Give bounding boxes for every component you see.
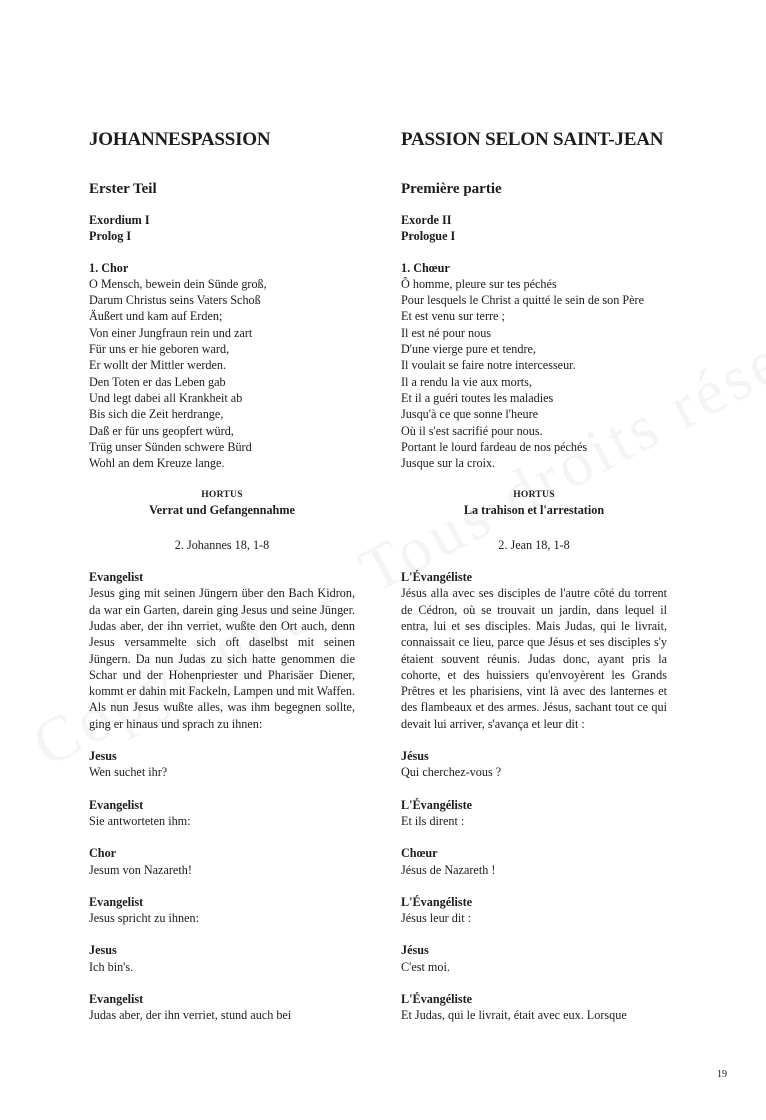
verse-line: Für uns er hie geboren ward, xyxy=(89,342,230,357)
speaker-name: Chœur xyxy=(401,846,438,861)
german-title: JOHANNESPASSION xyxy=(89,129,271,150)
verse-line: Il voulait se faire notre intercesseur. xyxy=(401,358,576,373)
german-section-1: Exordium I xyxy=(89,213,150,227)
french-part-heading: Première partie xyxy=(401,181,502,197)
spoken-text: Et ils dirent : xyxy=(401,813,465,828)
french-dialogue-block xyxy=(401,845,667,878)
verse-line: Und legt dabei all Krankheit ab xyxy=(89,390,243,405)
german-part-heading: Erster Teil xyxy=(89,181,157,197)
spoken-text: Jésus de Nazareth ! xyxy=(401,862,496,877)
verse-line: Et il a guéri toutes les maladies xyxy=(401,390,554,405)
german-dialogue-block xyxy=(89,569,355,732)
speaker-name: L'Évangéliste xyxy=(401,570,473,585)
verse-line: Darum Christus seins Vaters Schoß xyxy=(89,293,261,308)
verse-line: Il a rendu la vie aux morts, xyxy=(401,374,532,389)
german-column xyxy=(89,128,355,1040)
speaker-name: Jesus xyxy=(89,749,117,764)
french-title: PASSION SELON SAINT-JEAN xyxy=(401,129,664,150)
german-section-heading xyxy=(89,212,355,245)
speaker-name: L'Évangéliste xyxy=(401,991,473,1006)
german-scene-title: Verrat und Gefangennahme xyxy=(149,503,295,518)
french-dialogue-block xyxy=(401,748,667,781)
french-dialogue-block xyxy=(401,942,667,975)
german-dialogue-block xyxy=(89,894,355,927)
german-chorale-heading: 1. Chor xyxy=(89,260,129,275)
spoken-text: Jésus leur dit : xyxy=(401,911,472,926)
french-scene-title: La trahison et l'arrestation xyxy=(463,503,605,518)
french-scripture-ref: 2. Jean 18, 1-8 xyxy=(498,537,570,552)
verse-line: Bis sich die Zeit herdrange, xyxy=(89,407,224,422)
french-dialogue-block xyxy=(401,569,667,732)
french-hortus-label: HORTUS xyxy=(513,490,555,501)
spoken-text: Jésus alla avec ses disciples de l'autre côté du torrent de Cédron, où se trouvait un jardin, dans lequel il entra, lui et ses disciples. Mais Judas, qui le livrait, connaissait ce lieu, parce que Jésus et ses disciples s'y étaient souvent réunis. Judas donc, ayant pris la cohorte, et des huissiers qu'envoyèrent les Grands Prêtres et les pharisiens, vint là avec des lanternes et des flambeaux et des armes. Jésus, sachant tout ce qui devait lui arriver, s'avança et leur dit : xyxy=(401,586,667,731)
verse-line: Ô homme, pleure sur tes péchés xyxy=(401,276,557,291)
french-dialogue-block xyxy=(401,894,667,927)
verse-line: Er wollt der Mittler werden. xyxy=(89,358,227,373)
verse-line: Den Toten er das Leben gab xyxy=(89,374,226,389)
verse-line: Trüg unser Sünden schwere Bürd xyxy=(89,439,252,454)
german-hortus-label: HORTUS xyxy=(201,490,243,501)
german-dialogue-block xyxy=(89,942,355,975)
verse-line: Il est né pour nous xyxy=(401,325,492,340)
german-chorale-lines xyxy=(89,276,355,472)
german-dialogue-block xyxy=(89,991,355,1024)
speaker-name: Jésus xyxy=(401,749,429,764)
german-section-2: Prolog I xyxy=(89,229,132,244)
verse-line: Et est venu sur terre ; xyxy=(401,309,505,324)
verse-line: Pour lesquels le Christ a quitté le sein de son Père xyxy=(401,293,645,308)
verse-line: D'une vierge pure et tendre, xyxy=(401,342,536,357)
german-dialogue-block xyxy=(89,845,355,878)
spoken-text: Et Judas, qui le livrait, était avec eux. Lorsque xyxy=(401,1008,627,1023)
spoken-text: Qui cherchez-vous ? xyxy=(401,765,502,780)
speaker-name: Evangelist xyxy=(89,991,144,1006)
spoken-text: Wen suchet ihr? xyxy=(89,765,168,780)
verse-line: O Mensch, bewein dein Sünde groß, xyxy=(89,276,267,291)
verse-line: Daß er für uns geopfert würd, xyxy=(89,423,234,438)
speaker-name: Evangelist xyxy=(89,894,144,909)
german-dialogue-block xyxy=(89,797,355,830)
spoken-text: Sie antworteten ihm: xyxy=(89,813,191,828)
german-dialogue-block xyxy=(89,748,355,781)
verse-line: Jusque sur la croix. xyxy=(401,456,496,471)
speaker-name: Evangelist xyxy=(89,797,144,812)
french-chorale-heading: 1. Chœur xyxy=(401,260,450,275)
german-chorale xyxy=(89,260,355,472)
page-number: 19 xyxy=(717,1069,727,1080)
verse-line: Wohl an dem Kreuze lange. xyxy=(89,456,225,471)
french-chorale-lines xyxy=(401,276,667,472)
french-section-1: Exorde II xyxy=(401,213,452,227)
spoken-text: Judas aber, der ihn verriet, stund auch bei xyxy=(89,1008,292,1023)
french-dialogue-block xyxy=(401,797,667,830)
verse-line: Jusqu'à ce que sonne l'heure xyxy=(401,407,539,422)
spoken-text: C'est moi. xyxy=(401,959,450,974)
french-dialogue-block xyxy=(401,991,667,1024)
speaker-name: Jésus xyxy=(401,943,429,958)
speaker-name: Jesus xyxy=(89,943,117,958)
verse-line: Où il s'est sacrifié pour nous. xyxy=(401,423,543,438)
speaker-name: Chor xyxy=(89,846,117,861)
french-section-2: Prologue I xyxy=(401,229,456,244)
french-column xyxy=(401,128,667,1040)
spoken-text: Ich bin's. xyxy=(89,959,134,974)
speaker-name: L'Évangéliste xyxy=(401,797,473,812)
spoken-text: Jesus ging mit seinen Jüngern über den Bach Kidron, da war ein Garten, darein ging Jesus und seine Jünger. Judas aber, der ihn verriet, wußte den Ort auch, denn Jesus versammelte sich oft daselbst mit seinen Jüngern. Da nun Judas zu sich hatte genommen die Schar und der Hohenpriester und Pharisäer Diener, kommt er dahin mit Fackeln, Lampen und mit Waffen. Als nun Jesus wußte alles, was ihm begegnen sollte, ging er hinaus und sprach zu ihnen: xyxy=(89,586,355,731)
verse-line: Von einer Jungfraun rein und zart xyxy=(89,325,253,340)
german-scripture-ref: 2. Johannes 18, 1-8 xyxy=(174,537,270,552)
speaker-name: L'Évangéliste xyxy=(401,894,473,909)
french-chorale xyxy=(401,260,667,472)
spoken-text: Jesus spricht zu ihnen: xyxy=(89,911,200,926)
verse-line: Portant le lourd fardeau de nos péchés xyxy=(401,439,588,454)
speaker-name: Evangelist xyxy=(89,570,144,585)
verse-line: Äußert und kam auf Erden; xyxy=(89,309,223,324)
spoken-text: Jesum von Nazareth! xyxy=(89,862,192,877)
french-section-heading xyxy=(401,212,667,245)
